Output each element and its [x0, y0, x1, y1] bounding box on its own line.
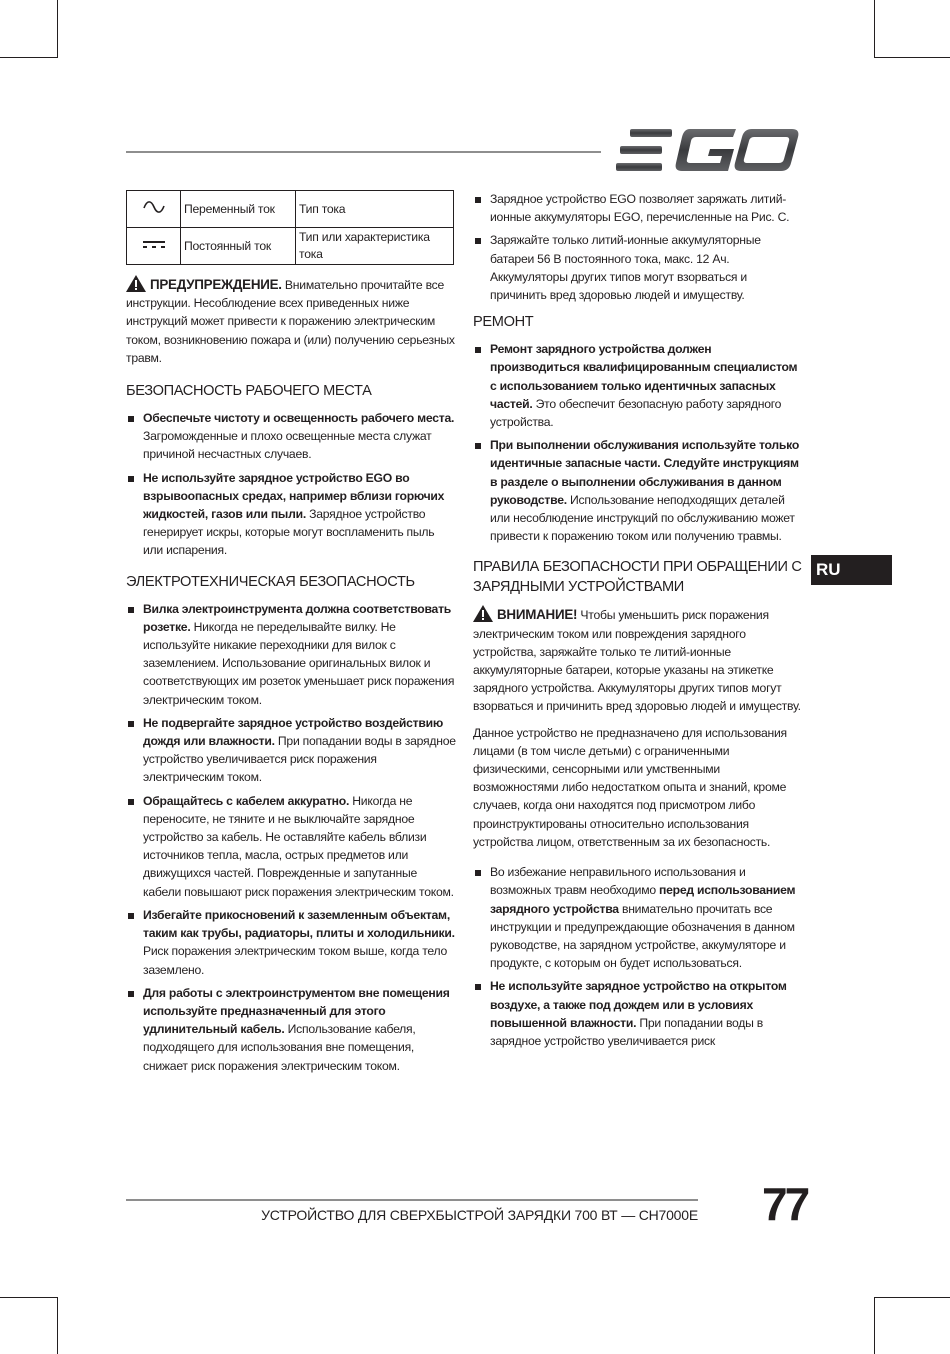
- ac-wave-icon: [127, 191, 181, 228]
- ego-logo: [616, 127, 800, 173]
- item-text: Никогда не переносите, не тяните и не выключайте зарядное устройство за кабель. Не оставляйте кабель вблизи источников тепла, масла, острых предметов или движущихся частей. Поврежденные и запутанные кабели повышают риск поражения электрическим током.: [143, 793, 454, 899]
- warning-icon: [473, 605, 493, 622]
- charger-info-list: [473, 190, 803, 304]
- symbol-desc: Тип тока: [296, 191, 454, 228]
- crop-mark: [874, 1297, 875, 1354]
- bullet-icon: [128, 991, 134, 997]
- warning-text: Внимательно прочитайте все инструкции. Несоблюдение всех приведенных ниже инструкций может привести к поражению электрическим током, возникновению пожара и (или) получению серьезных травм.: [126, 278, 455, 365]
- list-item: [126, 600, 456, 709]
- list-item: [126, 469, 456, 560]
- item-bold: Не используйте зарядное устройство EGO во взрывоопасных средах, например вблизи горючих жидкостей, газов или пыли.: [143, 470, 445, 522]
- attention-label: ВНИМАНИЕ!: [497, 607, 578, 623]
- warning-paragraph: [126, 275, 456, 367]
- list-item: [126, 714, 456, 787]
- warning-icon: [126, 275, 146, 292]
- item-bold: Избегайте прикосновений к заземленным объектам, таким как трубы, радиаторы, плиты и холодильники.: [143, 907, 455, 941]
- list-item: [473, 436, 803, 545]
- item-text: Загроможденные и плохо освещенные места служат причиной несчастных случаев.: [143, 429, 432, 462]
- symbol-name: Постоянный ток: [181, 228, 296, 265]
- page-number: 77: [762, 1178, 808, 1230]
- bullet-icon: [475, 197, 481, 203]
- list-item: [473, 863, 803, 972]
- item-text: внимательно прочитать все инструкции и предупреждающие обозначения в данном руководстве, на зарядном устройстве, аккумуляторе и продукте, с которым он будет использоваться.: [490, 901, 795, 971]
- crop-mark: [57, 1297, 58, 1354]
- work-safety-list: [126, 409, 456, 560]
- symbol-table: [126, 190, 454, 265]
- repair-list: [473, 340, 803, 545]
- crop-mark: [0, 57, 58, 58]
- charger-safety-list: [473, 863, 803, 1050]
- bullet-icon: [128, 913, 134, 919]
- language-tab: RU: [811, 555, 892, 585]
- list-item: [126, 409, 456, 464]
- item-text: Использование кабеля, подходящего для использования вне помещения, снижает риск поражения электрическим током.: [143, 1022, 416, 1073]
- footer-rule: [126, 1199, 698, 1201]
- bullet-icon: [128, 476, 134, 482]
- crop-mark: [874, 0, 875, 58]
- symbol-desc: Тип или характеристика тока: [296, 228, 454, 265]
- item-text: При попадании воды в зарядное устройство увеличивается риск поражения электрическим током.: [143, 734, 456, 785]
- crop-mark: [874, 1297, 950, 1298]
- list-item: [473, 190, 803, 226]
- item-text: При попадании воды в зарядное устройство увеличивается риск: [490, 1015, 764, 1048]
- section-heading: БЕЗОПАСНОСТЬ РАБОЧЕГО МЕСТА: [126, 383, 372, 400]
- section-heading: ЭЛЕКТРОТЕХНИЧЕСКАЯ БЕЗОПАСНОСТЬ: [126, 573, 415, 590]
- item-text: Зарядное устройство генерирует искры, которые могут воспламенить пыль или испарения.: [143, 507, 435, 558]
- item-bold: Вилка электроинструмента должна соответствовать розетке.: [143, 601, 452, 634]
- bullet-icon: [475, 238, 481, 244]
- list-item: [126, 792, 456, 901]
- item-bold: перед использованием зарядного устройства: [490, 883, 796, 916]
- section-heading: ПРАВИЛА БЕЗОПАСНОСТИ ПРИ ОБРАЩЕНИИ С ЗАРЯДНЫМИ УСТРОЙСТВАМИ: [473, 559, 802, 596]
- symbol-name: Переменный ток: [181, 191, 296, 228]
- bullet-icon: [128, 607, 134, 613]
- footer-title: УСТРОЙСТВО ДЛЯ СВЕРХБЫСТРОЙ ЗАРЯДКИ 700 ВТ — CH7000E: [261, 1207, 698, 1223]
- table-row: [127, 191, 454, 228]
- list-item: [126, 984, 456, 1075]
- item-bold: При выполнении обслуживания используйте только идентичные запасные части. Следуйте инструкциям в разделе о выполнении обслуживания в данном руководстве.: [490, 438, 800, 507]
- right-column: [473, 190, 803, 1056]
- left-column: [126, 190, 456, 1081]
- crop-mark: [57, 0, 58, 58]
- bullet-icon: [475, 984, 481, 990]
- bullet-icon: [475, 870, 481, 876]
- item-text: Заряжайте только литий-ионные аккумуляторные батареи 56 В постоянного тока, макс. 12 Ач. Аккумуляторы других типов могут взорваться и причинить вред здоровью людей и имуществу.: [490, 233, 761, 303]
- crop-mark: [0, 1297, 58, 1298]
- bullet-icon: [128, 799, 134, 805]
- item-text: Никогда не переделывайте вилку. Не используйте никакие переходники для вилок с заземлением. Использование оригинальных вилок и соответствующих им розеток уменьшает риск поражения электрическим током.: [143, 619, 455, 707]
- item-bold: Не используйте зарядное устройство на открытом воздухе, а также под дождем или в условиях повышенной влажности.: [490, 979, 787, 1030]
- attention-paragraph: [473, 605, 803, 715]
- bullet-icon: [128, 721, 134, 727]
- item-bold: Ремонт зарядного устройства должен производиться квалифицированным специалистом с использованием только идентичных запасных частей.: [490, 342, 798, 411]
- warning-label: ПРЕДУПРЕЖДЕНИЕ.: [150, 277, 282, 292]
- list-item: [473, 231, 803, 304]
- item-bold: Обращайтесь с кабелем аккуратно.: [143, 793, 350, 808]
- usage-paragraph: Данное устройство не предназначено для использования лицами (в том числе детьми) с ограниченными физическими, сенсорными или умственными возможностями либо недостатком опыта и знаний, кроме случаев, когда они находятся под присмотром либо проинструктированы относительно использования устройства лицом, ответственным за их безопасность.: [473, 725, 787, 849]
- section-heading: РЕМОНТ: [473, 314, 534, 331]
- electrical-safety-list: [126, 600, 456, 1075]
- list-item: [126, 906, 456, 979]
- header-rule: [126, 151, 601, 153]
- item-text: Зарядное устройство EGO позволяет заряжать литий-ионные аккумуляторы EGO, перечисленные на Рис. С.: [490, 192, 790, 225]
- item-bold: Не подвергайте зарядное устройство воздействию дождя или влажности.: [143, 715, 443, 749]
- item-text: Использование неподходящих деталей или несоблюдение инструкций по обслуживанию может привести к поражению током или получению травмы.: [490, 492, 795, 544]
- bullet-icon: [475, 347, 481, 353]
- crop-mark: [874, 57, 950, 58]
- item-text: Это обеспечит безопасную работу зарядного устройства.: [490, 396, 782, 430]
- list-item: [473, 977, 803, 1050]
- list-item: [473, 340, 803, 431]
- item-text: Во избежание неправильного использования и возможных травм необходимо: [490, 865, 746, 898]
- item-text: Риск поражения электрическим током выше, когда тело заземлено.: [143, 944, 448, 977]
- item-bold: Обеспечьте чистоту и освещенность рабочего места.: [143, 411, 455, 426]
- attention-text: Чтобы уменьшить риск поражения электрическим током или повреждения зарядного устройства, заряжайте только те литий-ионные аккумуляторные батареи, которые указаны на этикетке зарядного устройства. Аккумуляторы других типов могут взорваться и причинить вред здоровью людей и имуществу.: [473, 608, 801, 714]
- bullet-icon: [128, 416, 134, 422]
- item-bold: Для работы с электроинструментом вне помещения используйте предназначенный для этого удлинительный кабель.: [143, 985, 450, 1037]
- bullet-icon: [475, 443, 481, 449]
- dc-symbol-icon: [127, 228, 181, 265]
- table-row: [127, 228, 454, 265]
